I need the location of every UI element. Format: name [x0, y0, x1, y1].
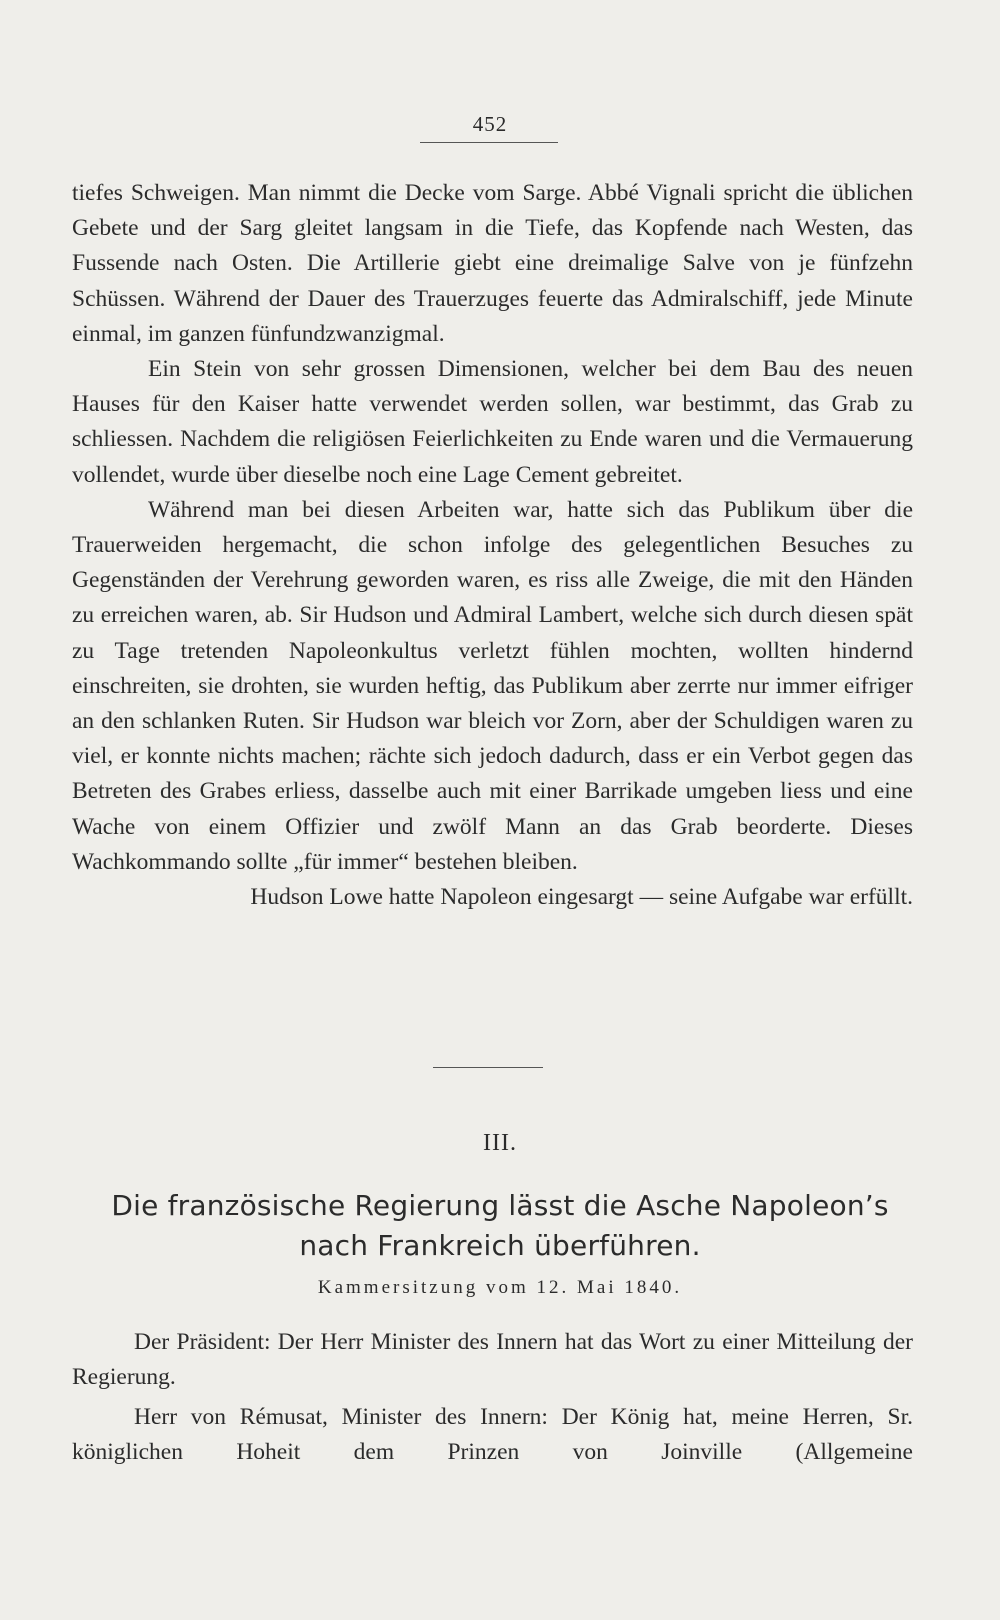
- page-number: 452: [472, 112, 508, 136]
- header-rule: [420, 142, 558, 143]
- main-text: [72, 176, 913, 915]
- section-divider: [433, 1067, 543, 1068]
- paragraph-5: Der Präsident: Der Herr Minister des Innern hat das Wort zu einer Mitteilung der Regierung.: [72, 1329, 913, 1390]
- paragraph-2: Ein Stein von sehr grossen Dimensionen, welcher bei dem Bau des neuen Hauses für den Kaiser hatte verwendet werden sollen, war bestimmt, das Grab zu schliessen. Nachdem die religiösen Feierlichkeiten zu Ende waren und die Vermauerung vollendet, wurde über dieselbe noch eine Lage Cement gebreitet.: [72, 356, 913, 488]
- paragraph-3: Während man bei diesen Arbeiten war, hatte sich das Publikum über die Trauerweiden hergemacht, die schon infolge des gelegentlichen Besuches zu Gegenständen der Verehrung geworden waren, es riss alle Zweige, die mit den Händen zu erreichen waren, ab. Sir Hudson und Admiral Lambert, welche sich durch diesen spät zu Tage tretenden Napoleonkultus verletzt fühlen mochten, wollten hindernd einschreiten, sie drohten, sie wurden heftig, das Publikum aber zerrte nur immer eifriger an den schlanken Ruten. Sir Hudson war bleich vor Zorn, aber der Schuldigen waren zu viel, er konnte nichts machen; rächte sich jedoch dadurch, dass er ein Verbot gegen das Betreten des Grabes erliess, dasselbe auch mit einer Barrikade umgeben liess und eine Wache von einem Offizier und zwölf Mann an das Grab beorderte. Dieses Wachkommando sollte „für immer“ bestehen bleiben.: [72, 496, 913, 875]
- chapter-title: [60, 1186, 940, 1266]
- chapter-title-line-2: nach Frankreich überführen.: [299, 1229, 701, 1262]
- paragraph-1: tiefes Schweigen. Man nimmt die Decke vom Sarge. Abbé Vignali spricht die üblichen Gebete und der Sarg gleitet langsam in die Tiefe, das Kopfende nach Westen, das Fussende nach Osten. Die Artillerie giebt eine dreimalige Salve von je fünfzehn Schüssen. Während der Dauer des Trauerzuges feuerte das Admiralschiff, jede Minute einmal, im ganzen fünfundzwanzigmal.: [72, 180, 913, 347]
- paragraph-6: Herr von Rémusat, Minister des Innern: Der König hat, meine Herren, Sr. königlichen Hoheit dem Prinzen von Joinville (Allgemeine: [72, 1404, 913, 1465]
- chapter-subtitle: Kammersitzung vom 12. Mai 1840.: [317, 1277, 683, 1298]
- chapter-number: III.: [483, 1130, 517, 1156]
- chapter-title-line-1: Die französische Regierung lässt die Asche Napoleon’s: [111, 1189, 889, 1222]
- chapter-text: [72, 1325, 913, 1475]
- paragraph-4: Hudson Lowe hatte Napoleon eingesargt — seine Aufgabe war erfüllt.: [250, 884, 913, 911]
